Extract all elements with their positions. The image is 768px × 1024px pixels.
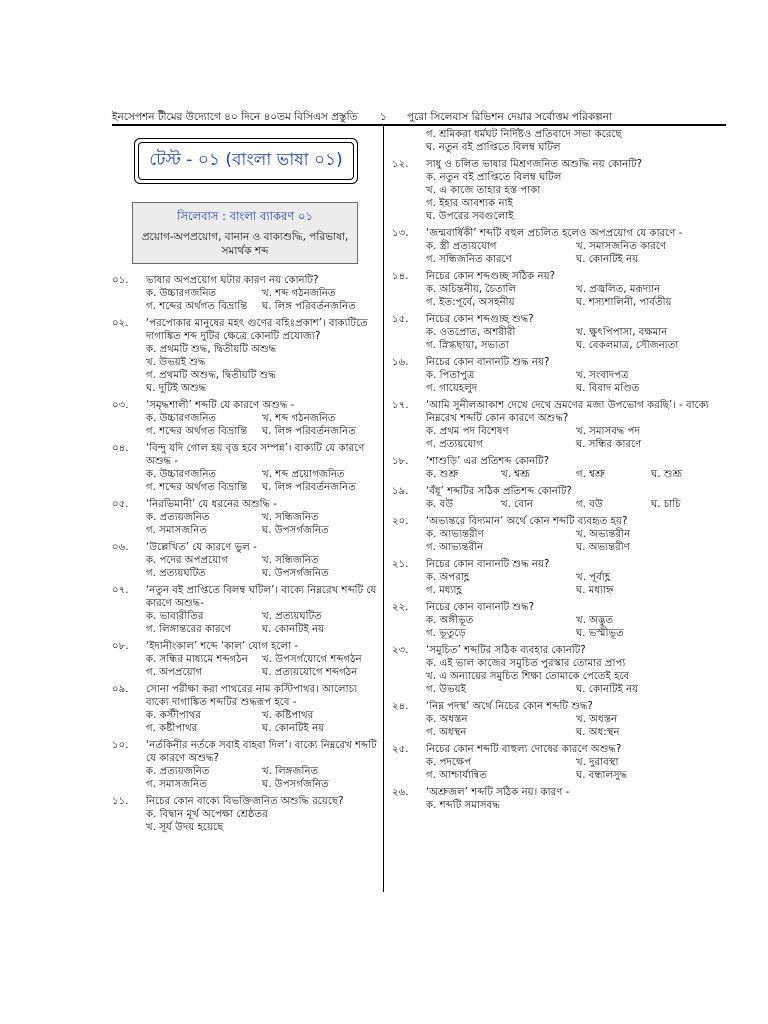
answer-option[interactable]: গ. ইহার আবশ্যক নাই	[426, 198, 513, 209]
question-number: ২৪.	[392, 701, 409, 712]
answer-option[interactable]: খ. ক্ষুৎপিপাসা, বক্ষমান	[576, 327, 668, 338]
answer-option[interactable]: ক. অধস্তন	[426, 714, 468, 725]
answer-option[interactable]: খ. বোন	[501, 499, 534, 510]
answer-option[interactable]: ঘ. সন্ধির কারণে	[576, 439, 642, 450]
question-item	[392, 644, 726, 696]
question-number: ১২.	[392, 159, 409, 170]
question-number: ১৯.	[392, 486, 409, 497]
answer-option[interactable]: গ. সন্ধিজনিত কারণে	[426, 254, 512, 265]
answer-option[interactable]: গ. সমাসজনিত	[146, 779, 207, 790]
syllabus-box	[132, 202, 358, 264]
option-list	[426, 713, 726, 739]
question-item	[112, 683, 378, 735]
answer-option[interactable]: খ. শব্দ গঠনজনিত	[262, 288, 336, 299]
question-item	[112, 584, 378, 636]
answer-option[interactable]: ক. পিতাপুত্র	[426, 370, 475, 381]
question-number: ০৯.	[112, 684, 129, 695]
answer-option[interactable]: গ. অপপ্রয়োগ	[146, 667, 203, 678]
question-item	[392, 128, 726, 154]
answer-option[interactable]: খ. এ কাজে তাহার হস্ত পাকা	[426, 185, 541, 196]
answer-option[interactable]: গ. অধস্থন	[426, 727, 467, 738]
answer-option[interactable]: ঘ. অভ্যন্তরীণ	[576, 542, 630, 553]
question-text: নিচের কোন বানানটি শুদ্ধ নয়?	[426, 357, 550, 368]
option-list	[426, 369, 726, 395]
answer-option[interactable]: খ. সন্ধিজনিত	[262, 512, 319, 523]
left-column	[112, 128, 378, 838]
answer-option[interactable]: ঘ. উপরের সবগুলোই	[426, 211, 514, 222]
answer-option[interactable]: ক. অপরাহ্ণ	[426, 572, 470, 583]
answer-option[interactable]: খ. উপসর্গযোগে শব্দগঠন	[262, 654, 362, 665]
question-text: নিচের কোন শব্দগুচ্ছ সঠিক নয়?	[426, 271, 556, 282]
answer-option[interactable]: খ. প্রত্যয়ঘটিত	[262, 611, 322, 622]
answer-option[interactable]: গ. আশ্চার্যান্বিত	[426, 770, 487, 781]
question-number: ১১.	[112, 796, 129, 807]
question-item	[112, 442, 378, 494]
answer-option[interactable]: গ. বউ	[576, 499, 603, 510]
question-number: ১৮.	[392, 456, 409, 467]
answer-option[interactable]: খ. দুরাবস্থা	[576, 757, 619, 768]
syllabus-topics: প্রয়োগ-অপপ্রয়োগ, বানান ও বাক্যশুদ্ধি, পরিভাষা, সমার্থক শব্দ	[141, 231, 349, 257]
answer-option[interactable]: ক. পদক্ষেপ	[426, 757, 472, 768]
answer-option[interactable]: ক. বিদ্বান মূর্খ অপেক্ষা শ্রেষ্ঠতর	[146, 809, 268, 820]
question-number: ১৭.	[392, 400, 409, 411]
test-title: টেস্ট - ০১ (বাংলা ভাষা ০১)	[138, 142, 354, 180]
option-list	[426, 283, 726, 309]
question-number: ০৩.	[112, 400, 129, 411]
question-number: ০২.	[112, 318, 129, 329]
question-item	[392, 515, 726, 554]
answer-option[interactable]: ঘ. শস্যশালিনী, পার্বতীয়	[576, 297, 672, 308]
option-list	[426, 571, 726, 597]
question-number: ১৬.	[392, 357, 409, 368]
option-list	[426, 425, 726, 451]
header-left-text: ইনসেপশন টীমের উদ্যোগে ৪০ দিনে ৪০তম বিসিএস প্রস্তুতি	[112, 111, 358, 123]
question-text: নিচের কোন শব্দগুচ্ছ শুদ্ধ?	[426, 314, 534, 325]
question-item	[392, 558, 726, 597]
question-number: ০৭.	[112, 585, 129, 596]
option-list	[426, 468, 726, 481]
answer-option[interactable]: ঘ. প্রত্যয়যোগে শব্দগঠন	[262, 667, 358, 678]
question-number: ০৮.	[112, 641, 129, 652]
answer-option[interactable]: ক. উচ্চারণজনিত	[146, 469, 217, 480]
question-item	[392, 313, 726, 352]
question-number: ১৩.	[392, 228, 409, 239]
question-text: ‘ইদানীংকাল’ শব্দে ‘কাল’ যোগ হলো -	[146, 641, 299, 652]
question-number: ২৫.	[392, 744, 409, 755]
answer-option[interactable]: ঘ. উপসর্গজনিত	[262, 779, 329, 790]
answer-option[interactable]: ঘ. শুশ্রূ	[651, 469, 683, 480]
answer-option[interactable]: গ. সমাসজনিত	[146, 525, 207, 536]
question-number: ১০.	[112, 740, 129, 751]
answer-option[interactable]: ঘ. বিবাদ মণ্ডিত	[576, 383, 640, 394]
answer-option[interactable]: ঘ. কোনটিই নয়	[262, 723, 325, 734]
question-text: ‘নিম্ন পদস্থ’ অর্থে নিচের কোন শব্দটি শুদ্ধ?	[426, 701, 593, 712]
answer-option[interactable]: ক. অঙ্গীভূত	[426, 615, 474, 626]
option-list	[146, 709, 378, 735]
answer-option[interactable]: গ. প্রত্যয়ঘটিত	[146, 568, 206, 579]
question-text: ‘অভ্যন্তরে বিদ্যমান’ অর্থে কোন শব্দটি ব্যবহৃত হয়?	[426, 516, 628, 527]
answer-option[interactable]: ক. আভ্যন্তরীণ	[426, 529, 484, 540]
answer-option[interactable]: ঘ. মধ্যাহ্ন	[576, 585, 614, 596]
option-list	[146, 610, 378, 636]
answer-option[interactable]: খ. উভয়ই শুদ্ধ	[146, 357, 206, 368]
answer-option[interactable]: ঘ. দুটিই অশুদ্ধ	[146, 383, 207, 394]
question-item	[112, 739, 378, 791]
question-item	[112, 498, 378, 537]
question-number: ০৬.	[112, 542, 129, 553]
answer-option[interactable]: খ. সমাসবদ্ধ পদ	[576, 426, 640, 437]
question-text: নিচের কোন বানানটি শুদ্ধ?	[426, 602, 535, 613]
question-item	[112, 274, 378, 313]
question-item	[392, 743, 726, 782]
question-item	[112, 317, 378, 395]
answer-option[interactable]: ঘ. কোনটিই নয়	[576, 684, 639, 695]
question-text: ‘অশ্রুজল’ শব্দটি সঠিক নয়। কারণ -	[426, 787, 570, 798]
answer-option[interactable]: গ. শব্দের অর্থগত বিভ্রান্তি	[146, 426, 248, 437]
answer-option[interactable]: গ. শব্দের অর্থগত বিভ্রান্তি	[146, 482, 248, 493]
answer-option[interactable]: খ. অভ্যন্তরীন	[576, 529, 631, 540]
answer-option[interactable]: ক. উচ্চারণজনিত	[146, 288, 217, 299]
question-text: ‘নর্তকিনীর নর্তকে সবাই বাহবা দিল’। বাক্যে নিম্নরেখ শব্দটি যে কারণে অশুদ্ধ?	[146, 740, 377, 764]
question-text: ‘নিরভিমানী’ যে ধরনের অশুদ্ধি -	[146, 499, 277, 510]
answer-option[interactable]: ক. কস্টীপাথর	[146, 710, 201, 721]
right-column	[392, 128, 726, 816]
question-text: ‘উল্লেখিত’ যে কারণে ভুল -	[146, 542, 257, 553]
question-text: ‘জন্মবার্ষিকী’ শব্দটি বহুল প্রচলিত হলেও অপপ্রয়োগ যে কারণে -	[426, 228, 683, 239]
answer-option[interactable]: খ. এ অন্যায়ের সমুচিত শিক্ষা তোমাকে পেতেই হবে	[426, 671, 630, 682]
answer-option[interactable]: ঘ. বন্ধালসুদ্ধ	[576, 770, 628, 781]
option-list	[426, 756, 726, 782]
question-text: সোনা পরীক্ষা করা পাথরের নাম কস্টিপাথর। আলোচ্য বাক্যে দাগাঙ্কিত শব্দটির শুদ্ধরূপ হবে -	[146, 684, 358, 708]
header-right-text: পুরো সিলেবাস রিভিশন দেয়ার সর্বোত্তম পরিকল্পনা	[407, 111, 612, 123]
answer-option[interactable]: গ. শব্দের অর্থগত বিভ্রান্তি	[146, 301, 248, 312]
question-item	[392, 601, 726, 640]
answer-option[interactable]: খ. পূর্বাহ্ণ	[576, 572, 611, 583]
answer-option[interactable]: ক. প্রত্যয়জনিত	[146, 512, 210, 523]
question-item	[392, 356, 726, 395]
question-number: ২৬.	[392, 787, 409, 798]
question-number: ২৩.	[392, 645, 409, 656]
question-item	[392, 158, 726, 223]
column-divider	[383, 126, 384, 892]
option-list	[426, 657, 726, 696]
answer-option[interactable]: গ. উভয়ই	[426, 684, 466, 695]
question-number: ০১.	[112, 275, 129, 286]
option-list	[426, 498, 726, 511]
answer-option[interactable]: খ. অদ্ভুত	[576, 615, 614, 626]
answer-option[interactable]: ক. উচ্চারণজনিত	[146, 413, 217, 424]
option-list	[146, 808, 378, 834]
answer-option[interactable]: খ. সূর্য উদয় হয়েছে	[146, 822, 224, 833]
answer-option[interactable]: ক. বউ	[426, 499, 454, 510]
answer-option[interactable]: ক. প্রথম পদ বিশেষণ	[426, 426, 509, 437]
question-text: ‘বিন্দু যদি গোল হয় বৃত্ত হবে সম্পন্ন’। বাক্যটি যে কারণে অশুদ্ধ -	[146, 443, 365, 467]
question-text: ‘শাশুড়ি’ এর প্রতিশব্দ কোনটি?	[426, 456, 549, 467]
answer-option[interactable]: ঘ. ভস্মীভূত	[576, 628, 624, 639]
answer-option[interactable]: খ. প্রজ্বলিত, মরূদ্যান	[576, 284, 661, 295]
answer-option[interactable]: খ. সন্ধিজনিত	[262, 555, 319, 566]
question-item	[392, 485, 726, 511]
answer-option[interactable]: খ. শব্দ গঠনজনিত	[262, 413, 336, 424]
question-text: ‘বঁধূ’ শব্দটির সঠিক প্রতিশব্দ কোনটি?	[426, 486, 572, 497]
option-list	[146, 343, 378, 395]
question-number: ০৫.	[112, 499, 129, 510]
question-text: ‘সমৃদ্ধশালী’ শব্দটি যে কারণে অশুদ্ধ -	[146, 400, 295, 411]
option-list	[426, 614, 726, 640]
answer-option[interactable]: গ. কষ্টীপাথর	[146, 723, 198, 734]
option-list	[146, 554, 378, 580]
answer-option[interactable]: খ. কষ্টিপাথর	[262, 710, 314, 721]
answer-option[interactable]: ঘ. বেকলমাত্র, সৌজন্যতা	[576, 340, 679, 351]
option-list	[146, 765, 378, 791]
answer-option[interactable]: গ. ইত:পূর্বে, অসহনীয়	[426, 297, 515, 308]
left-question-list	[112, 274, 378, 834]
answer-option[interactable]: গ. শ্রমিকরা ধর্মঘট নির্দিষ্টও প্রতিবাদে সভা করেছে	[426, 129, 622, 140]
question-text: ‘আমি সুনীলআকাশ দেখে দেখে ভ্রমণের মজা উপভোগ করছি’। - বাক্যে নিম্নরেখ শব্দটি কোন কারণে অশুদ্ধ?	[426, 400, 709, 424]
question-text: নিচের কোন শব্দটি বাহুল্য দোষের কারণে অশুদ্ধ?	[426, 744, 622, 755]
syllabus-title: সিলেবাস : বাংলা ব্যাকরণ ০১	[177, 209, 313, 223]
answer-option[interactable]: ঘ. লিঙ্গ পরিবর্তনজনিত	[262, 301, 356, 312]
question-item	[392, 455, 726, 481]
page-header	[112, 106, 728, 126]
answer-option[interactable]: ক. ওতপ্রোত, অশরীরী	[426, 327, 516, 338]
answer-option[interactable]: গ. মধ্যাহ্ণ	[426, 585, 462, 596]
answer-option[interactable]: ক. সন্ধির মাধ্যমে শব্দগঠন	[146, 654, 248, 665]
answer-option[interactable]: ক. স্ত্রী প্রত্যয়যোগ	[426, 241, 497, 252]
question-item	[392, 700, 726, 739]
question-item	[112, 399, 378, 438]
answer-option[interactable]: গ. স্নিগ্ধছায়া, সভ্যতা	[426, 340, 509, 351]
option-list	[426, 528, 726, 554]
option-list	[146, 511, 378, 537]
answer-option[interactable]: ঘ. উপসর্গজনিত	[262, 525, 329, 536]
question-text: নিচের কোন বাক্যে বিভক্তিজনিত অশুদ্ধি রয়েছে?	[146, 796, 344, 807]
question-number: ১৪.	[392, 271, 409, 282]
test-title-box	[134, 138, 358, 184]
answer-option[interactable]: ক. নতুন বই প্রাপ্তিতে বিলম্ব ঘটিল	[426, 172, 562, 183]
answer-option[interactable]: ঘ. চাচি	[651, 499, 681, 510]
answer-option[interactable]: ক. প্রথমটি শুদ্ধ, দ্বিতীয়টি অশুদ্ধ	[146, 344, 277, 355]
answer-option[interactable]: ক. শুশ্রু	[426, 469, 459, 480]
answer-option[interactable]: ক. শব্দটি সমাসবদ্ধ	[426, 800, 500, 811]
answer-option[interactable]: খ. শব্দ প্রয়োগজনিত	[262, 469, 345, 480]
answer-option[interactable]: গ. প্রত্যয়যোগ	[426, 439, 483, 450]
question-number: ২১.	[392, 559, 409, 570]
option-list	[426, 326, 726, 352]
answer-option[interactable]: ঘ. লিঙ্গ পরিবর্তনজনিত	[262, 426, 356, 437]
option-list	[426, 128, 726, 154]
answer-option[interactable]: ঘ. উপসর্গজনিত	[262, 568, 329, 579]
option-list	[146, 653, 378, 679]
option-list	[426, 240, 726, 266]
right-question-list	[392, 128, 726, 812]
question-text: ‘সমুচিত’ শব্দটির সঠিক ব্যবহার কোনটি?	[426, 645, 586, 656]
answer-option[interactable]: ক. প্রত্যয়জনিত	[146, 766, 210, 777]
answer-option[interactable]: গ. আভ্যন্তরীন	[426, 542, 484, 553]
answer-option[interactable]: ক. ভাবারীতির	[146, 611, 204, 622]
option-list	[146, 468, 378, 494]
answer-option[interactable]: গ. ভূতুড়ে	[426, 628, 466, 639]
answer-option[interactable]: ক. এই ভাল কাজের সমুচিত পুরস্কার তোমার প্রাপ্য	[426, 658, 626, 669]
answer-option[interactable]: খ. অধস্তন	[576, 714, 618, 725]
question-text: নিচের কোন বানানটি শুদ্ধ নয়?	[426, 559, 550, 570]
option-list	[426, 799, 726, 812]
question-number: ২০.	[392, 516, 409, 527]
answer-option[interactable]: ক. অচিন্তনীয়, চৈতালি	[426, 284, 517, 295]
question-number: ১৫.	[392, 314, 409, 325]
page-number: ১	[380, 111, 387, 123]
answer-option[interactable]: গ. প্রথমটি অশুদ্ধ, দ্বিতীয়টি শুদ্ধ	[146, 370, 276, 381]
question-number: ২২.	[392, 602, 409, 613]
answer-option[interactable]: ঘ. কোনটিই নয়	[576, 254, 639, 265]
answer-option[interactable]: ঘ. কোনটিই নয়	[262, 624, 325, 635]
question-item	[392, 399, 726, 451]
answer-option[interactable]: ঘ. অধ:স্থন	[576, 727, 620, 738]
answer-option[interactable]: গ. গায়েহলুদ	[426, 383, 478, 394]
question-text: ‘নতুন বই প্রাপ্তিতে বিলম্ব ঘটিল’। বাক্যে নিম্নরেখ শব্দটি যে কারণে অশুদ্ধ-	[146, 585, 377, 609]
question-item	[112, 541, 378, 580]
question-number: ০৪.	[112, 443, 129, 454]
question-text: ‘পরপোকার মানুষের মহৎ গুণের বহিঃপ্রকাশ’। বাক্যটিতে দাগাঙ্কিত শব্দ দুটির ক্ষেত্রে কোনটি প্রযোজ্য?	[146, 318, 368, 342]
option-list	[146, 412, 378, 438]
question-text: সাধু ও চলিত ভাষার মিশ্রণজনিত অশুদ্ধি নয় কোনটি?	[426, 159, 643, 170]
answer-option[interactable]: খ. শ্বশ্রূ	[501, 469, 530, 480]
answer-option[interactable]: ঘ. লিঙ্গ পরিবর্তনজনিত	[262, 482, 356, 493]
answer-option[interactable]: ঘ. নতুন বই প্রাপ্তিতে বিলম্ব ঘটিল	[426, 142, 561, 153]
question-item	[392, 227, 726, 266]
answer-option[interactable]: খ. সংবাদপত্র	[576, 370, 629, 381]
answer-option[interactable]: খ. সমাসজনিত কারণে	[576, 241, 667, 252]
question-text: ভাষার অপপ্রয়োগ ঘটার কারণ নয় কোনটি?	[146, 275, 319, 286]
answer-option[interactable]: গ. শ্বশ্রু	[576, 469, 605, 480]
answer-option[interactable]: ক. পদের অপপ্রয়োগ	[146, 555, 228, 566]
question-item	[112, 640, 378, 679]
answer-option[interactable]: গ. লিঙ্গান্তরের কারণে	[146, 624, 231, 635]
option-list	[426, 171, 726, 223]
answer-option[interactable]: খ. লিঙ্গজনিত	[262, 766, 319, 777]
question-item	[392, 270, 726, 309]
option-list	[146, 287, 378, 313]
question-item	[112, 795, 378, 834]
header-rule	[112, 124, 726, 126]
question-item	[392, 786, 726, 812]
